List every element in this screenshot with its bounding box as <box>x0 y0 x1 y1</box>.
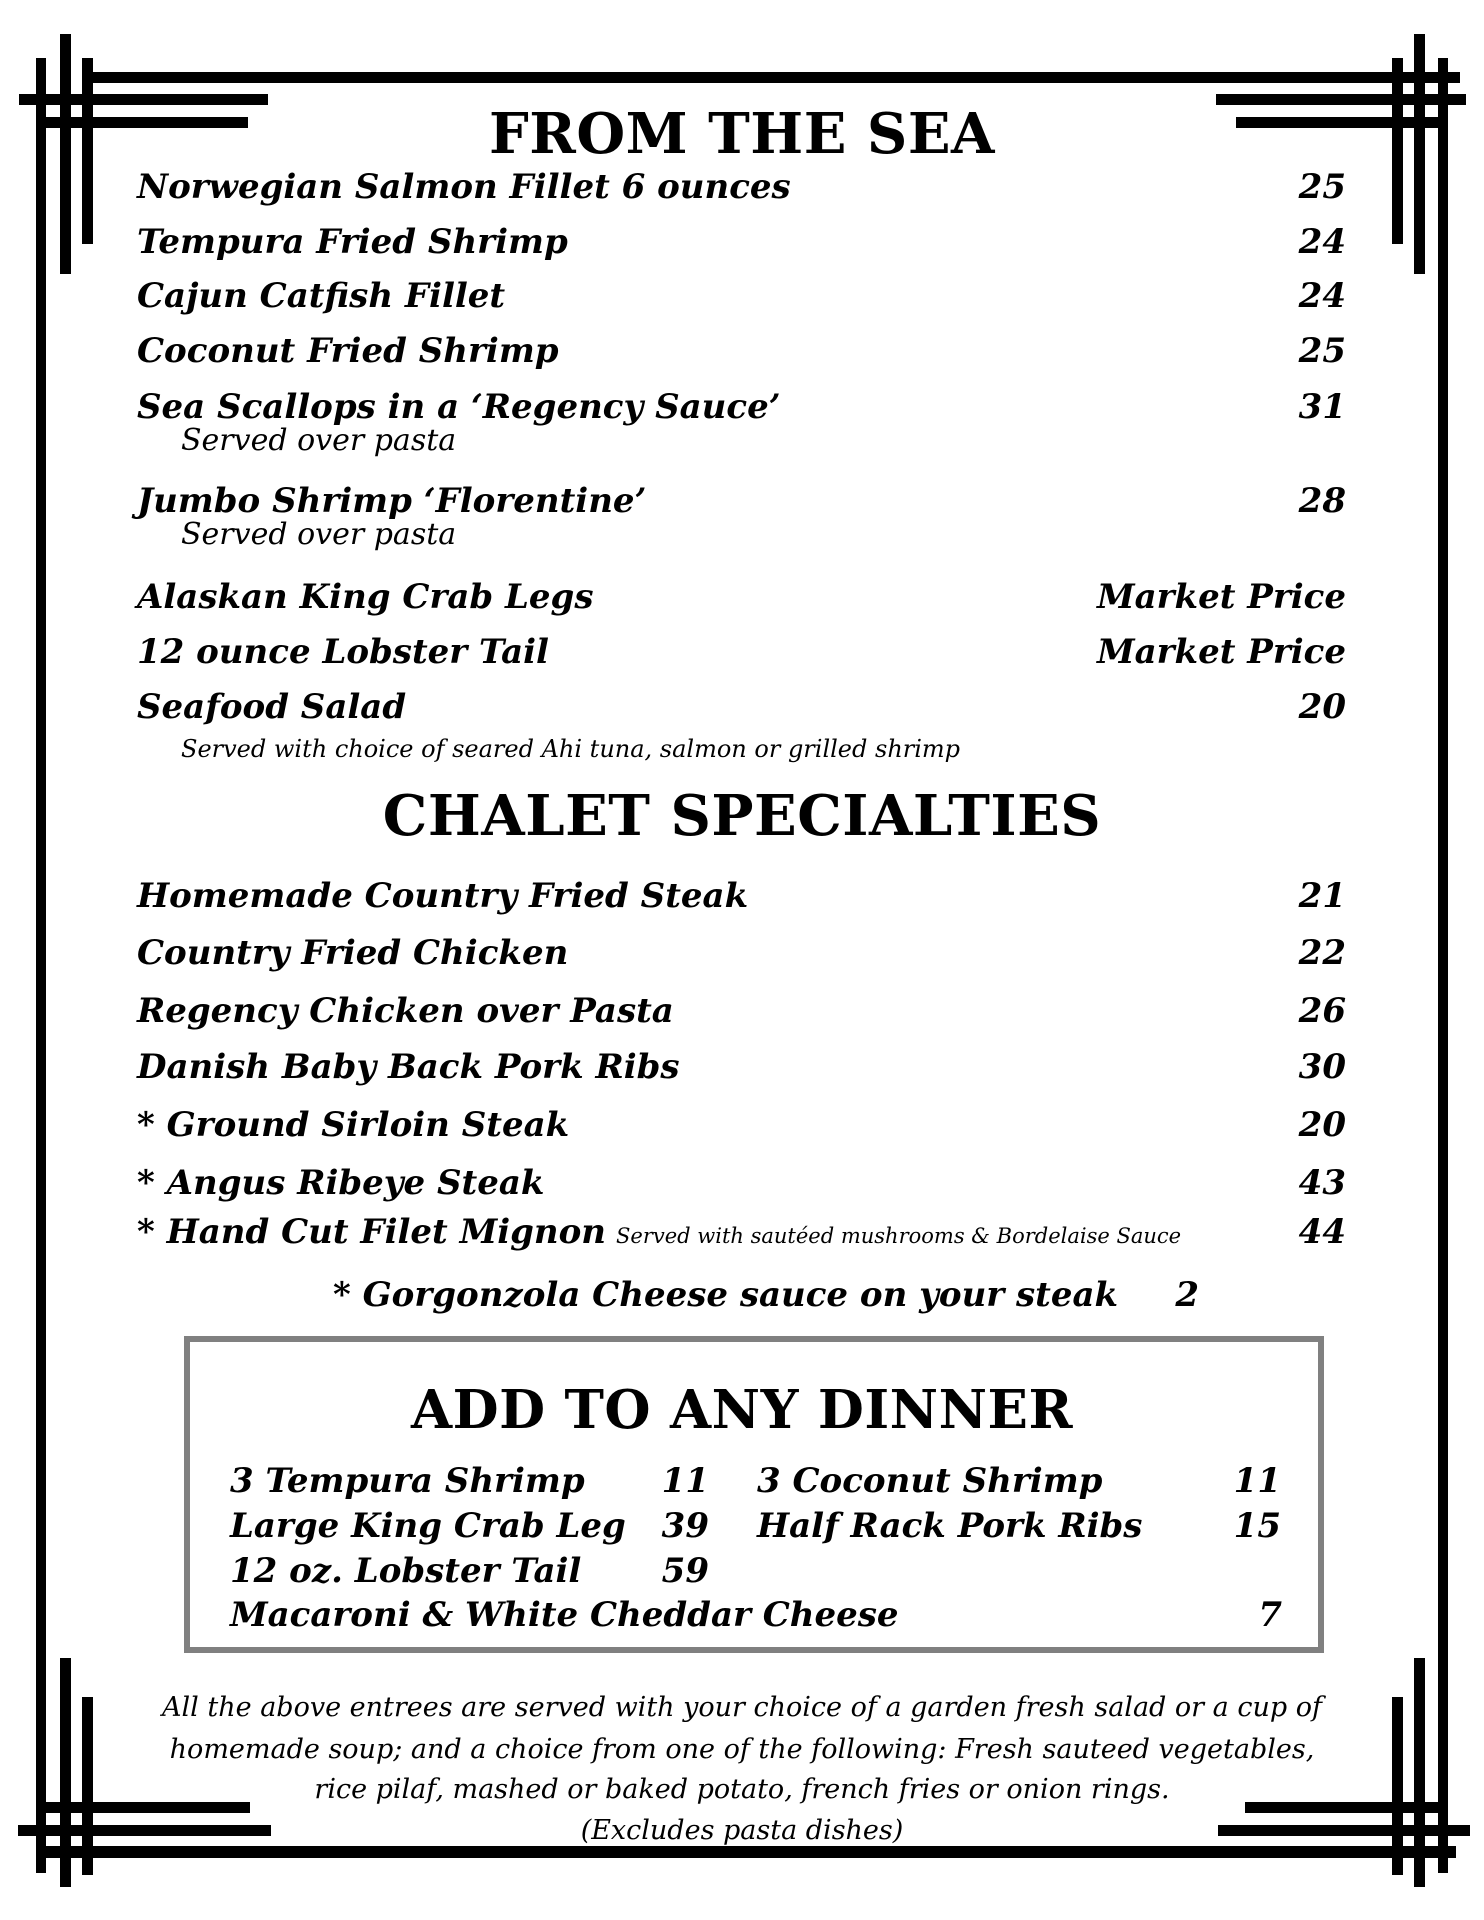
item-price: Market Price <box>1096 577 1346 617</box>
border-bar <box>1216 94 1466 105</box>
item-price: 26 <box>1298 991 1346 1031</box>
menu-item <box>757 1506 1281 1546</box>
item-price: 30 <box>1298 1047 1346 1087</box>
item-name: Jumbo Shrimp ‘Florentine’ <box>137 481 647 521</box>
item-price: 7 <box>1258 1595 1282 1635</box>
border-bar <box>60 1658 71 1887</box>
item-name: 3 Tempura Shrimp <box>230 1461 585 1501</box>
item-name: Country Fried Chicken <box>137 933 569 973</box>
item-name: Half Rack Pork Ribs <box>757 1506 1143 1546</box>
menu-item <box>230 1551 709 1591</box>
section-title-chalet-specialties: CHALET SPECIALTIES <box>382 783 1102 849</box>
item-name: 12 oz. Lobster Tail <box>230 1551 582 1591</box>
menu-item <box>137 876 1346 916</box>
item-name: * Ground Sirloin Steak <box>137 1105 570 1145</box>
item-name: Tempura Fried Shrimp <box>137 222 568 262</box>
item-name: Homemade Country Fried Steak <box>137 876 749 916</box>
menu-item <box>137 687 1346 727</box>
border-bar <box>36 58 46 1873</box>
item-price: 24 <box>1298 276 1346 316</box>
border-bar <box>40 1846 1456 1858</box>
item-price: 25 <box>1298 167 1346 207</box>
item-name: Danish Baby Back Pork Ribs <box>137 1047 680 1087</box>
item-price: 28 <box>1298 481 1346 521</box>
item-name: Macaroni & White Cheddar Cheese <box>230 1595 899 1635</box>
addon-price: 2 <box>1175 1275 1199 1315</box>
item-name: Coconut Fried Shrimp <box>137 331 559 371</box>
item-name: * Hand Cut Filet Mignon <box>137 1212 607 1252</box>
item-price: 31 <box>1298 387 1346 427</box>
menu-item <box>137 331 1346 371</box>
item-description: Served over pasta <box>181 517 457 552</box>
menu-item <box>137 222 1346 262</box>
footer-line: All the above entrees are served with your choice of a garden fresh salad or a cup of <box>162 1692 1322 1723</box>
item-price: 43 <box>1298 1163 1346 1203</box>
item-description: Served over pasta <box>181 423 457 458</box>
item-name: * Angus Ribeye Steak <box>137 1163 545 1203</box>
item-name: Regency Chicken over Pasta <box>137 991 674 1031</box>
menu-item <box>757 1461 1281 1501</box>
item-name: 3 Coconut Shrimp <box>757 1461 1103 1501</box>
item-price: 21 <box>1298 876 1346 916</box>
menu-item <box>137 1047 1346 1087</box>
menu-item <box>137 991 1346 1031</box>
item-name: Large King Crab Leg <box>230 1506 626 1546</box>
menu-item <box>230 1461 709 1501</box>
item-price: 25 <box>1298 331 1346 371</box>
menu-item <box>137 577 1346 617</box>
item-description: Served with choice of seared Ahi tuna, salmon or grilled shrimp <box>181 735 961 763</box>
item-description: Served with sautéed mushrooms & Bordelaise Sauce <box>616 1224 1182 1248</box>
border-bar <box>19 94 268 105</box>
item-price: 59 <box>661 1551 709 1591</box>
item-price: 22 <box>1298 933 1346 973</box>
menu-item <box>137 387 1346 427</box>
footer-line: homemade soup; and a choice from one of the following: Fresh sauteed vegetables, <box>169 1734 1315 1765</box>
border-bar <box>93 72 1393 83</box>
item-price: 24 <box>1298 222 1346 262</box>
item-price: 20 <box>1298 687 1346 727</box>
menu-item <box>137 933 1346 973</box>
item-price: 20 <box>1298 1105 1346 1145</box>
gorgonzola-addon <box>333 1275 1199 1315</box>
item-name: Sea Scallops in a ‘Regency Sauce’ <box>137 387 781 427</box>
item-name: Seafood Salad <box>137 687 407 727</box>
menu-item <box>230 1595 1282 1635</box>
menu-item <box>137 1212 1346 1252</box>
section-title-from-the-sea: FROM THE SEA <box>489 101 995 167</box>
border-bar <box>1438 58 1448 1873</box>
menu-item <box>137 1105 1346 1145</box>
item-price: 39 <box>661 1506 709 1546</box>
item-name: Alaskan King Crab Legs <box>137 577 594 617</box>
item-price: Market Price <box>1096 632 1346 672</box>
addon-name: * Gorgonzola Cheese sauce on your steak <box>333 1275 1119 1315</box>
item-price: 11 <box>1233 1461 1281 1501</box>
menu-item <box>137 632 1346 672</box>
menu-item <box>137 481 1346 521</box>
footer-line: (Excludes pasta dishes) <box>580 1815 904 1846</box>
item-price: 15 <box>1233 1506 1281 1546</box>
menu-item <box>137 167 1346 207</box>
footer-line: rice pilaf, mashed or baked potato, french fries or onion rings. <box>314 1774 1170 1805</box>
item-price: 44 <box>1298 1212 1346 1252</box>
item-name: 12 ounce Lobster Tail <box>137 632 549 672</box>
menu-item <box>137 1163 1346 1203</box>
border-bar <box>1414 1658 1425 1887</box>
section-title-add-to-any-dinner: ADD TO ANY DINNER <box>411 1379 1073 1441</box>
item-price: 11 <box>661 1461 709 1501</box>
item-name: Norwegian Salmon Fillet 6 ounces <box>137 167 791 207</box>
menu-item <box>137 276 1346 316</box>
item-name: Cajun Catfish Fillet <box>137 276 506 316</box>
menu-item <box>230 1506 709 1546</box>
